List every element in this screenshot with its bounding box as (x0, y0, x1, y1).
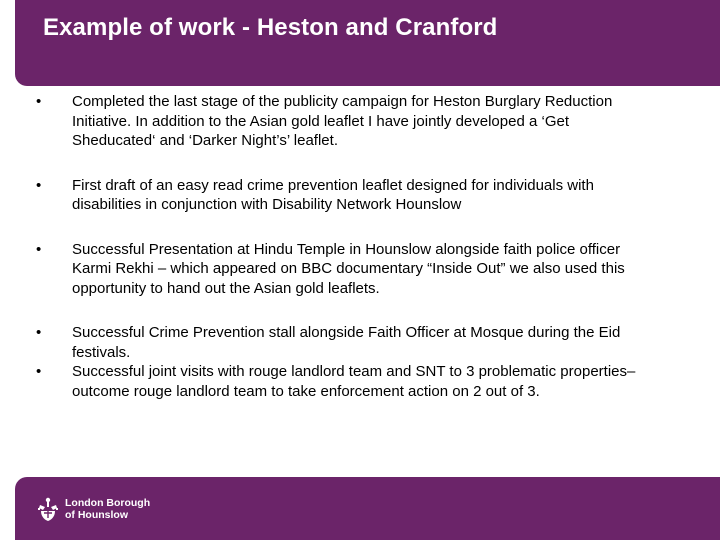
borough-name (65, 497, 150, 521)
bullet-marker: • (36, 240, 42, 258)
logo-line-1: London Borough (65, 497, 151, 509)
bullet-marker: • (36, 324, 42, 341)
borough-logo (37, 496, 150, 522)
list-item-text: First draft of an easy read crime prevention leaflet designed for individuals with disabilities in conjunction with Disability Network Hounslow (72, 176, 594, 213)
page-title: Example of work - Heston and Cranford (43, 14, 498, 41)
list-item (36, 362, 646, 401)
list-item-text: Successful Crime Prevention stall alongside Faith Officer at Mosque during the Eid festivals. (72, 324, 621, 361)
footer-bar (15, 477, 720, 540)
logo-line-2: of Hounslow (65, 509, 128, 521)
list-item (36, 323, 646, 362)
list-item (36, 240, 646, 299)
bullet-marker: • (36, 363, 42, 380)
list-item (36, 92, 646, 151)
bullet-marker: • (36, 93, 42, 110)
bullet-list (36, 92, 646, 401)
borough-crest-icon (37, 496, 59, 522)
bullet-marker: • (36, 176, 42, 194)
list-item-text: Successful joint visits with rouge landlord team and SNT to 3 problematic properties– outcome rouge landlord team to take enforcement action on 2 out of 3. (72, 363, 636, 400)
list-item-text: Successful Presentation at Hindu Temple in Hounslow alongside faith police officer Karmi Rekhi – which appeared on BBC documentary “Inside Out” we also used this opportunity to hand out the Asian gold leaflets. (72, 240, 625, 297)
title-bar (15, 0, 720, 86)
list-item (36, 176, 646, 215)
list-item-text: Completed the last stage of the publicity campaign for Heston Burglary Reduction Initiative. In addition to the Asian gold leaflet I have jointly developed a ‘Get Sheducated‘ and ‘Darker Night’s’ leaflet. (72, 93, 613, 149)
